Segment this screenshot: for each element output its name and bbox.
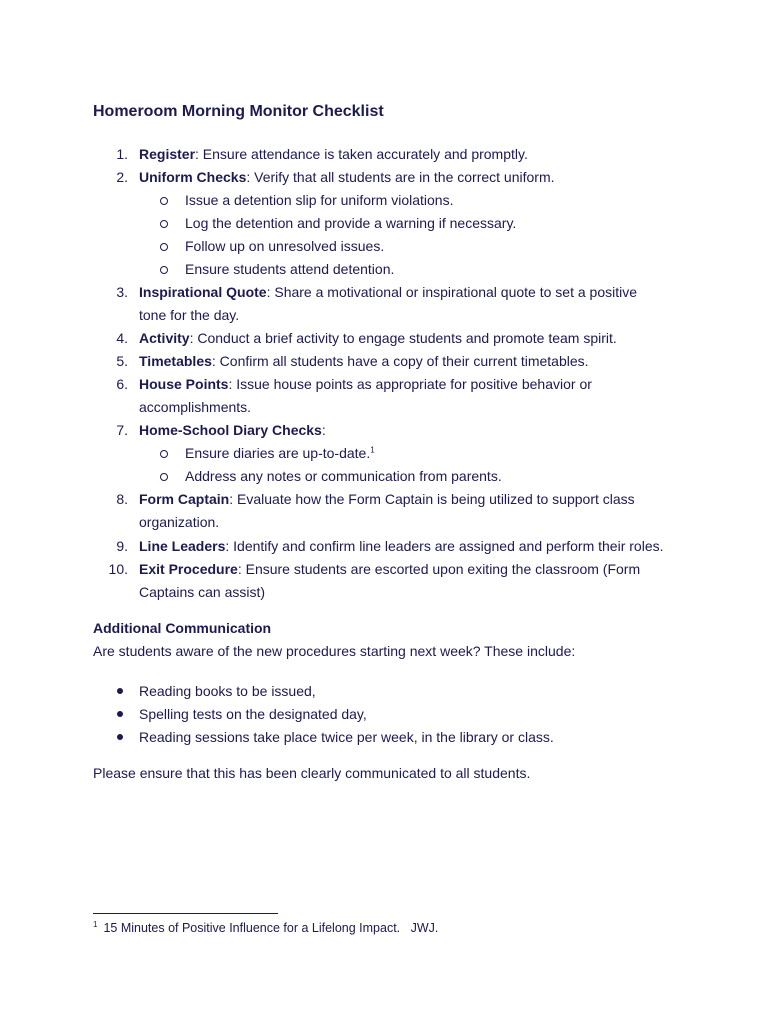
item-number: 6. (116, 376, 128, 392)
bullet-icon (117, 734, 123, 740)
footnote (93, 921, 438, 935)
item-text: : Share a motivational or inspirational quote to set a positive tone for the day. (139, 284, 638, 323)
footnote-separator (93, 913, 278, 914)
item-number: 1. (116, 146, 128, 162)
circle-bullet-icon (160, 266, 168, 274)
footnote-text: 15 Minutes of Positive Influence for a Lifelong Impact. JWJ. (103, 921, 439, 935)
item-number: 5. (116, 353, 128, 369)
item-text: : Ensure attendance is taken accurately and promptly. (195, 146, 528, 162)
additional-communication-heading: Additional Communication (93, 620, 272, 636)
item-number: 4. (116, 330, 128, 346)
circle-bullet-icon (160, 473, 168, 481)
item-label: Home-School Diary Checks (139, 422, 322, 438)
circle-bullet-icon (160, 220, 168, 228)
footnote-mark: 1 (93, 919, 98, 929)
item-number: 7. (116, 422, 128, 438)
item-label: Exit Procedure (139, 561, 238, 577)
item-label: Form Captain (139, 491, 230, 507)
item-number: 10. (108, 561, 128, 577)
circle-bullet-icon (160, 197, 168, 205)
circle-bullet-icon (160, 243, 168, 251)
item-number: 9. (116, 538, 128, 554)
item-text: : Issue house points as appropriate for positive behavior or accomplishments. (139, 376, 592, 415)
item-label: Timetables (139, 353, 212, 369)
item-number: 3. (116, 284, 128, 300)
item-label: Uniform Checks (139, 169, 247, 185)
bullet-icon (117, 711, 123, 717)
item-number: 8. (116, 491, 128, 507)
item-label: Activity (139, 330, 190, 346)
bullet-icon (117, 688, 123, 694)
item-text: : Identify and confirm line leaders are assigned and perform their roles. (225, 538, 664, 554)
footnote-reference[interactable]: 1 (370, 445, 375, 455)
closing-text: Please ensure that this has been clearly communicated to all students. (93, 765, 531, 781)
item-label: Inspirational Quote (139, 284, 267, 300)
item-text: : Evaluate how the Form Captain is being utilized to support class organization. (139, 491, 635, 530)
item-text: : Verify that all students are in the correct uniform. (246, 169, 555, 185)
item-label: House Points (139, 376, 229, 392)
additional-intro: Are students aware of the new procedures starting next week? These include: (93, 643, 576, 659)
item-text: : Confirm all students have a copy of their current timetables. (211, 353, 589, 369)
item-number: 2. (116, 169, 128, 185)
circle-bullet-icon (160, 450, 168, 458)
item-text: : Conduct a brief activity to engage students and promote team spirit. (189, 330, 617, 346)
item-label: Line Leaders (139, 538, 226, 554)
document-title: Homeroom Morning Monitor Checklist (93, 103, 384, 120)
item-text: : (321, 422, 326, 438)
item-text: : Ensure students are escorted upon exiting the classroom (Form Captains can assist) (139, 561, 641, 600)
item-label: Register (139, 146, 196, 162)
